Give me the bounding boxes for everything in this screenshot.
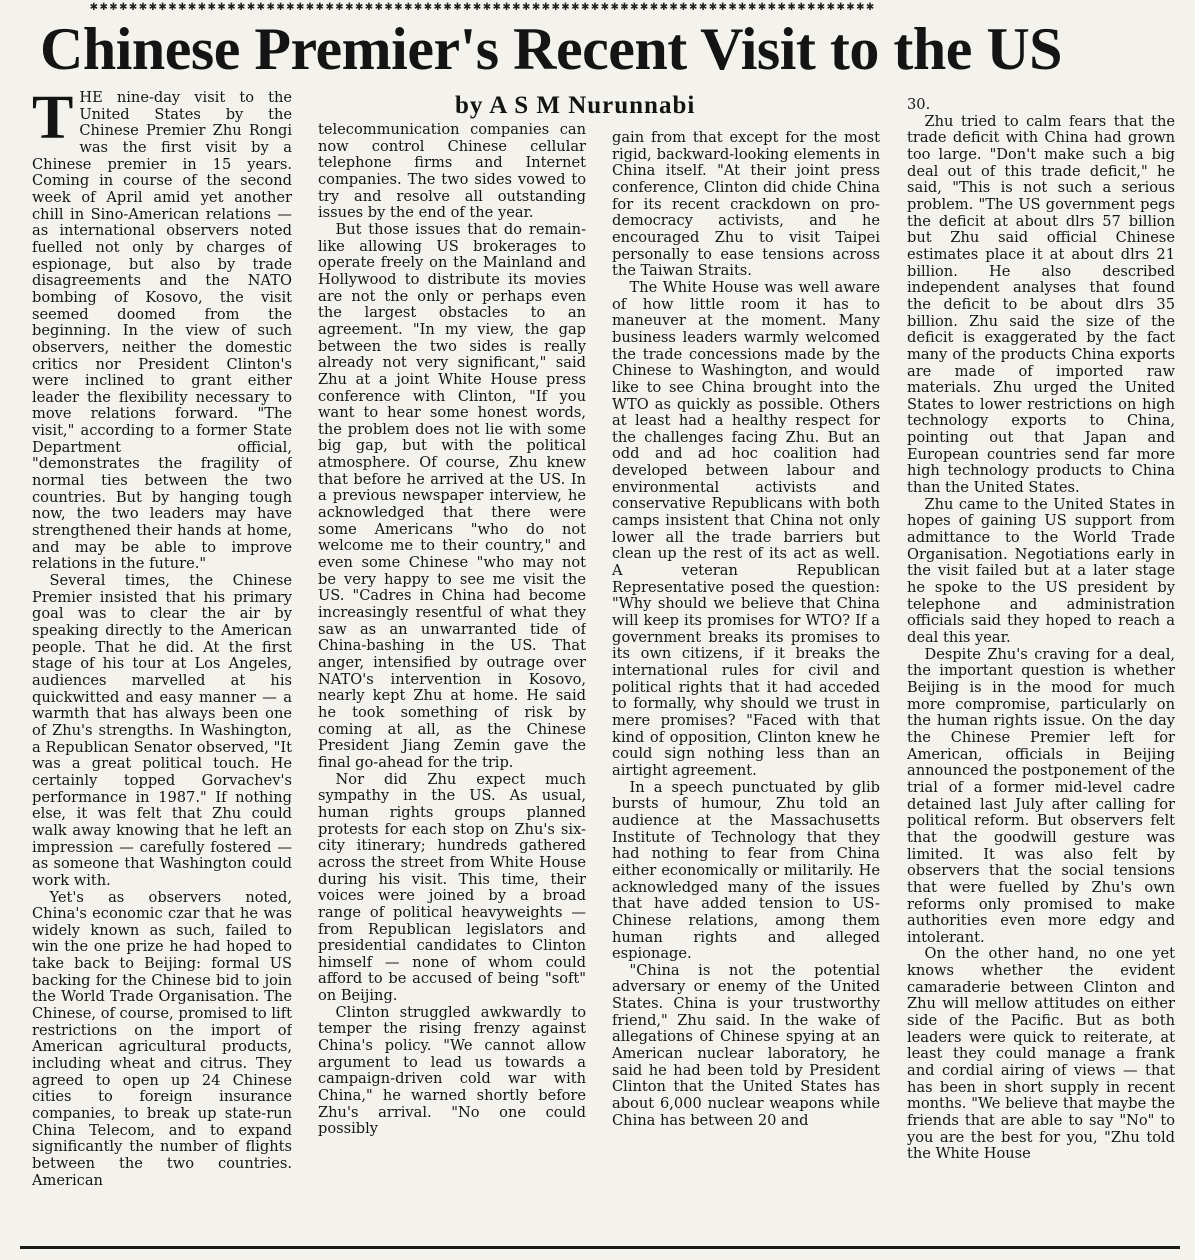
paragraph: On the other hand, no one yet knows whether the evident camaraderie between Clinton and Zhu will mellow attitudes on either side of the Pacific. But as both leaders were quick to reiterate, at least they could manage a frank and cordial airing of views — that has been in short supply in recent months. "We believe that maybe the friends that are able to say "No" to you are the best for you, "Zhu told the White House — [907, 945, 1175, 1163]
article-column-3 — [612, 130, 880, 1240]
paragraph: telecommunication companies can now control Chinese cellular telephone firms and Internet companies. The two sides vowed to try and resolve all outstanding issues by the end of the year. — [318, 122, 586, 222]
paragraph: Several times, the Chinese Premier insisted that his primary goal was to clear the air by speaking directly to the American people. That he did. At the first stage of his tour at Los Angeles, audiences marvelled at his quickwitted and easy manner — a warmth that has always been one of Zhu's strengths. In Washington, a Republican Senator observed, "It was a great political touch. He certainly topped Gorvachev's performance in 1987." If nothing else, it was felt that Zhu could walk away knowing that he left an impression — carefully fostered — as someone that Washington could work with. — [32, 572, 292, 889]
paragraph: gain from that except for the most rigid, backward-looking elements in China itself. "At their joint press conference, Clinton did chide China for its recent crackdown on pro-democracy activists, and he encouraged Zhu to visit Taipei personally to ease tensions across the Taiwan Straits. — [612, 130, 880, 280]
headline: Chinese Premier's Recent Visit to the US — [40, 16, 1063, 82]
article-column-2 — [318, 122, 586, 1240]
article-column-1 — [32, 90, 292, 1240]
bottom-rule — [20, 1246, 1180, 1249]
decorative-border-strip: ✱✱✱✱✱✱✱✱✱✱✱✱✱✱✱✱✱✱✱✱✱✱✱✱✱✱✱✱✱✱✱✱✱✱✱✱✱✱✱✱✱✱✱✱✱✱✱✱✱✱✱✱✱✱✱✱✱✱✱✱✱✱✱✱✱✱✱✱✱✱✱✱✱✱✱✱✱✱✱✱ — [90, 0, 877, 14]
paragraph: THE nine-day visit to the United States by the Chinese Premier Zhu Rongi was the first visit by a Chinese premier in 15 years. Coming in course of the second week of April amid yet another chill in Sino-American relations — as international observers noted fuelled not only by charges of espionage, but also by trade disagreements and the NATO bombing of Kosovo, the visit seemed doomed from the beginning. In the view of such observers, neither the domestic critics nor President Clinton's were inclined to grant either leader the flexibility necessary to move relations forward. "The visit," according to a former State Department official, "demonstrates the fragility of normal ties between the two countries. But by hanging tough now, the two leaders may have strengthened their hands at home, and may be able to improve relations in the future." — [32, 90, 292, 573]
paragraph: In a speech punctuated by glib bursts of humour, Zhu told an audience at the Massachusetts Institute of Technology that they had nothing to fear from China either economically or militarily. He acknowledged many of the issues that have added tension to US-Chinese relations, among them human rights and alleged espionage. — [612, 778, 880, 963]
paragraph: Clinton struggled awkwardly to temper the rising frenzy against China's policy. "We cannot allow argument to lead us towards a campaign-driven cold war with China," he warned shortly before Zhu's arrival. "No one could possibly — [318, 1003, 586, 1138]
paragraph: "China is not the potential adversary or enemy of the United States. China is your trustworthy friend," Zhu said. In the wake of allegations of Chinese spying at an American nuclear laboratory, he said he had been told by President Clinton that the United States has about 6,000 nuclear weapons while China has between 20 and — [612, 961, 880, 1129]
paragraph: Despite Zhu's craving for a deal, the important question is whether Beijing is in the mood for much more compromise, particularly on the human rights issue. On the day the Chinese Premier left for American, officials in Beijing announced the postponement of the trial of a former mid-level cadre detained last July after calling for political reform. But observers felt that the goodwill gesture was limited. It was also felt by observers that the social tensions that were fuelled by Zhu's own reforms only promised to make authorities even more edgy and intolerant. — [907, 645, 1175, 946]
paragraph: Zhu came to the United States in hopes of gaining US support from admittance to the World Trade Organisation. Negotiations early in the visit failed but at a later stage he spoke to the US president by telephone and administration officials said they hoped to reach a deal this year. — [907, 495, 1175, 646]
paragraph: Nor did Zhu expect much sympathy in the US. As usual, human rights groups planned protests for each stop on Zhu's six-city itinerary; hundreds gathered across the street from White House during his visit. This time, their voices were joined by a broad range of political heavyweights — from Republican legislators and presidential candidates to Clinton himself — none of whom could afford to be accused of being "soft" on Beijing. — [318, 770, 586, 1005]
paragraph: The White House was well aware of how little room it has to maneuver at the moment. Many business leaders warmly welcomed the trade concessions made by the Chinese to Washington, and would like to see China brought into the WTO as quickly as possible. Others at least had a healthy respect for the challenges facing Zhu. But an odd and ad hoc coalition had developed between labour and environmental activists and conservative Republicans with both camps insistent that China not only lower all the trade barriers but clean up the rest of its act as well. A veteran Republican Representative posed the question: "Why should we believe that China will keep its promises for WTO? If a government breaks its promises to its own citizens, if it breaks the international rules for civil and political rights that it had acceded to formally, why should we trust in mere promises? "Faced with that kind of opposition, Clinton knew he could sign nothing less than an airtight agreement. — [612, 278, 880, 779]
paragraph: Yet's as observers noted, China's economic czar that he was widely known as such, failed to win the one prize he had hoped to take back to Beijing: formal US backing for the Chinese bid to join the World Trade Organisation. The Chinese, of course, promised to lift restrictions on the import of American agricultural products, including wheat and citrus. They agreed to open up 24 Chinese cities to foreign insurance companies, to break up state-run China Telecom, and to expand significantly the number of flights between the two countries. American — [32, 888, 292, 1189]
paragraph: Zhu tried to calm fears that the trade deficit with China had grown too large. "Don't make such a big deal out of this trade deficit," he said, "This is not such a serious problem. "The US government pegs the deficit at about dlrs 57 billion but Zhu said official Chinese estimates place it at about dlrs 21 billion. He also described independent analyses that found the deficit to be about dlrs 35 billion. Zhu said the size of the deficit is exaggerated by the fact many of the products China exports are made of imported raw materials. Zhu urged the United States to lower restrictions on high technology exports to China, pointing out that Japan and European countries send far more high technology products to China than the United States. — [907, 112, 1175, 497]
drop-cap: T — [32, 90, 74, 152]
article-column-4 — [907, 97, 1175, 1240]
byline: by A S M Nurunnabi — [455, 92, 696, 119]
paragraph: But those issues that do remain-like allowing US brokerages to operate freely on the Mainland and Hollywood to distribute its movies are not the only or perhaps even the largest obstacles to an agreement. "In my view, the gap between the two sides is really already not very significant," said Zhu at a joint White House press conference with Clinton, "If you want to hear some honest words, the problem does not lie with some big gap, but with the political atmosphere. Of course, Zhu knew that before he arrived at the US. In a previous newspaper interview, he acknowledged that there were some Americans "who do not welcome me to their country," and even some Chinese "who may not be very happy to see me visit the US. "Cadres in China had become increasingly resentful of what they saw as an unwarranted tide of China-bashing in the US. That anger, intensified by outrage over NATO's intervention in Kosovo, nearly kept Zhu at home. He said he took something of risk by coming at all, as the Chinese President Jiang Zemin gave the final go-ahead for the trip. — [318, 220, 586, 771]
paragraph: 30. — [907, 97, 931, 113]
